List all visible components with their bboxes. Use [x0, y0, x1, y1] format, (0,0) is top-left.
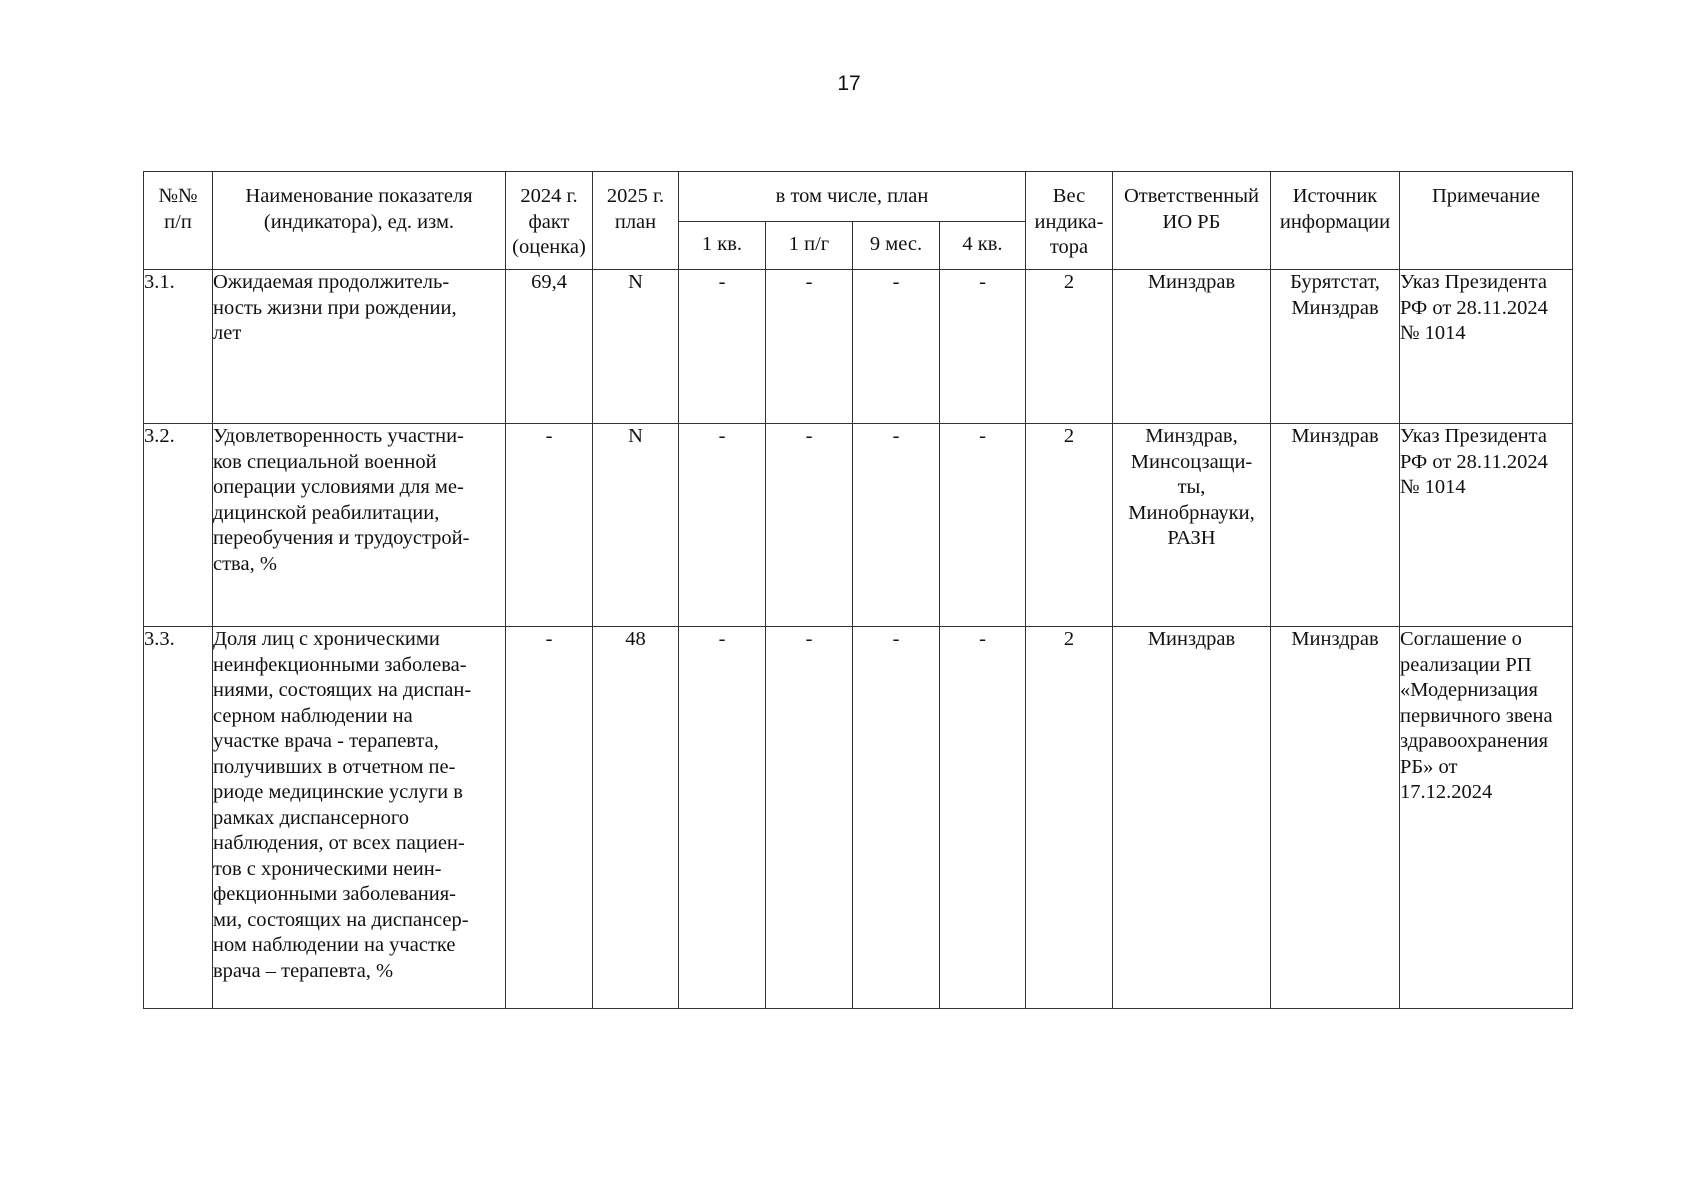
table-row	[144, 424, 1573, 627]
row-plan-2025: 48	[593, 627, 679, 1009]
header-q4: 4 кв.	[940, 222, 1026, 270]
row-source	[1271, 270, 1400, 424]
name-line: участке врача - терапевта,	[213, 730, 439, 752]
name-line: ность жизни при рождении,	[213, 296, 457, 319]
row-note	[1400, 270, 1573, 424]
name-line: тов с хроническими неин-	[213, 857, 442, 880]
header-num-line: п/п	[164, 210, 192, 233]
name-line: лет	[213, 322, 242, 344]
responsible-line: Минздрав,	[1145, 425, 1238, 447]
table-row	[144, 270, 1573, 424]
name-line: серном наблюдении на	[213, 704, 413, 727]
row-weight: 2	[1026, 627, 1113, 1009]
responsible-line: РАЗН	[1167, 527, 1216, 549]
row-9m: -	[853, 424, 940, 627]
row-note	[1400, 627, 1573, 1009]
header-indicator-name	[213, 172, 506, 270]
note-line: Соглашение о	[1400, 628, 1522, 650]
header-h1: 1 п/г	[766, 222, 853, 270]
row-9m: -	[853, 627, 940, 1009]
header-responsible-line: Ответственный	[1123, 185, 1260, 207]
header-plan-group: в том числе, план	[679, 172, 1026, 222]
name-line: получивших в отчетном пе-	[213, 755, 456, 778]
name-line: неинфекционными заболева-	[213, 653, 467, 676]
header-responsible	[1113, 172, 1271, 270]
note-line: реализации РП	[1400, 653, 1532, 676]
responsible-line: ты,	[1177, 476, 1206, 498]
row-fact-2024: -	[506, 627, 593, 1009]
note-line: здравоохранения	[1400, 730, 1549, 752]
header-plan-2025	[593, 172, 679, 270]
row-indicator-name	[213, 424, 506, 627]
header-fact-line: 2024 г.	[520, 185, 578, 207]
header-name-line: Наименование показателя	[245, 185, 473, 207]
row-note	[1400, 424, 1573, 627]
name-line: ниями, состоящих на диспан-	[213, 679, 472, 701]
header-plan-line: план	[614, 210, 657, 233]
responsible-line: Минобрнауки,	[1128, 501, 1255, 524]
indicators-table	[143, 171, 1573, 1009]
name-line: ми, состоящих на диспансер-	[213, 908, 469, 931]
header-source-line: Источник	[1292, 185, 1378, 207]
row-num: 3.1.	[144, 270, 213, 424]
note-line: Указ Президента	[1400, 271, 1547, 293]
name-line: наблюдения, от всех пациен-	[213, 832, 465, 854]
note-line: первичного звена	[1400, 704, 1553, 727]
row-q4: -	[940, 270, 1026, 424]
name-line: Доля лиц с хроническими	[213, 628, 440, 650]
note-line: РБ» от	[1400, 755, 1458, 778]
name-line: врача – терапевта, %	[213, 959, 394, 982]
row-q4: -	[940, 424, 1026, 627]
header-plan-line: 2025 г.	[606, 185, 665, 207]
row-fact-2024: -	[506, 424, 593, 627]
note-line: РФ от 28.11.2024	[1400, 296, 1548, 319]
note-line: № 1014	[1400, 476, 1466, 498]
source-line: Бурятстат,	[1290, 271, 1380, 293]
header-num-line: №№	[158, 185, 198, 207]
row-weight: 2	[1026, 270, 1113, 424]
row-source	[1271, 627, 1400, 1009]
name-line: Ожидаемая продолжитель-	[213, 271, 450, 293]
header-fact-line: (оценка)	[512, 236, 586, 258]
row-indicator-name	[213, 627, 506, 1009]
header-q1: 1 кв.	[679, 222, 766, 270]
row-num: 3.3.	[144, 627, 213, 1009]
row-responsible	[1113, 627, 1271, 1009]
row-h1: -	[766, 270, 853, 424]
header-fact-2024	[506, 172, 593, 270]
header-weight-line: индика-	[1034, 210, 1104, 233]
row-h1: -	[766, 424, 853, 627]
note-line: 17.12.2024	[1400, 781, 1493, 803]
name-line: операции условиями для ме-	[213, 476, 464, 498]
header-source	[1271, 172, 1400, 270]
header-note: Примечание	[1400, 172, 1573, 270]
name-line: ства, %	[213, 552, 277, 575]
name-line: риоде медицинские услуги в	[213, 781, 463, 803]
name-line: фекционными заболевания-	[213, 883, 456, 905]
table-body	[144, 270, 1573, 1009]
header-name-line: (индикатора), ед. изм.	[263, 210, 455, 233]
row-q4: -	[940, 627, 1026, 1009]
table-row	[144, 627, 1573, 1009]
header-weight-line: тора	[1049, 236, 1089, 258]
note-line: Указ Президента	[1400, 425, 1547, 447]
name-line: ном наблюдении на участке	[213, 934, 456, 956]
row-q1: -	[679, 270, 766, 424]
table-header	[144, 172, 1573, 270]
note-line: № 1014	[1400, 322, 1466, 344]
source-line: Минздрав	[1291, 296, 1379, 319]
header-fact-line: факт	[528, 210, 570, 233]
row-fact-2024: 69,4	[506, 270, 593, 424]
name-line: переобучения и трудоустрой-	[213, 527, 470, 549]
header-num	[144, 172, 213, 270]
row-h1: -	[766, 627, 853, 1009]
row-q1: -	[679, 627, 766, 1009]
page-number: 17	[837, 72, 861, 95]
note-line: РФ от 28.11.2024	[1400, 450, 1548, 473]
note-line: «Модернизация	[1400, 679, 1538, 701]
row-responsible	[1113, 424, 1271, 627]
row-weight: 2	[1026, 424, 1113, 627]
name-line: рамках диспансерного	[213, 806, 410, 829]
header-9m: 9 мес.	[853, 222, 940, 270]
row-plan-2025: N	[593, 424, 679, 627]
row-responsible	[1113, 270, 1271, 424]
row-9m: -	[853, 270, 940, 424]
row-q1: -	[679, 424, 766, 627]
row-indicator-name	[213, 270, 506, 424]
responsible-line: Минсоцзащи-	[1130, 450, 1253, 473]
responsible-line: Минздрав	[1147, 271, 1236, 293]
row-plan-2025: N	[593, 270, 679, 424]
header-weight-line: Вес	[1052, 185, 1086, 207]
source-line: Минздрав	[1291, 628, 1379, 650]
responsible-line: Минздрав	[1147, 628, 1236, 650]
row-num: 3.2.	[144, 424, 213, 627]
source-line: Минздрав	[1291, 425, 1379, 447]
name-line: Удовлетворенность участни-	[213, 425, 464, 447]
name-line: ков специальной военной	[213, 450, 437, 473]
name-line: дицинской реабилитации,	[213, 501, 440, 524]
header-weight	[1026, 172, 1113, 270]
header-source-line: информации	[1279, 210, 1391, 233]
header-responsible-line: ИО РБ	[1162, 210, 1221, 233]
row-source	[1271, 424, 1400, 627]
